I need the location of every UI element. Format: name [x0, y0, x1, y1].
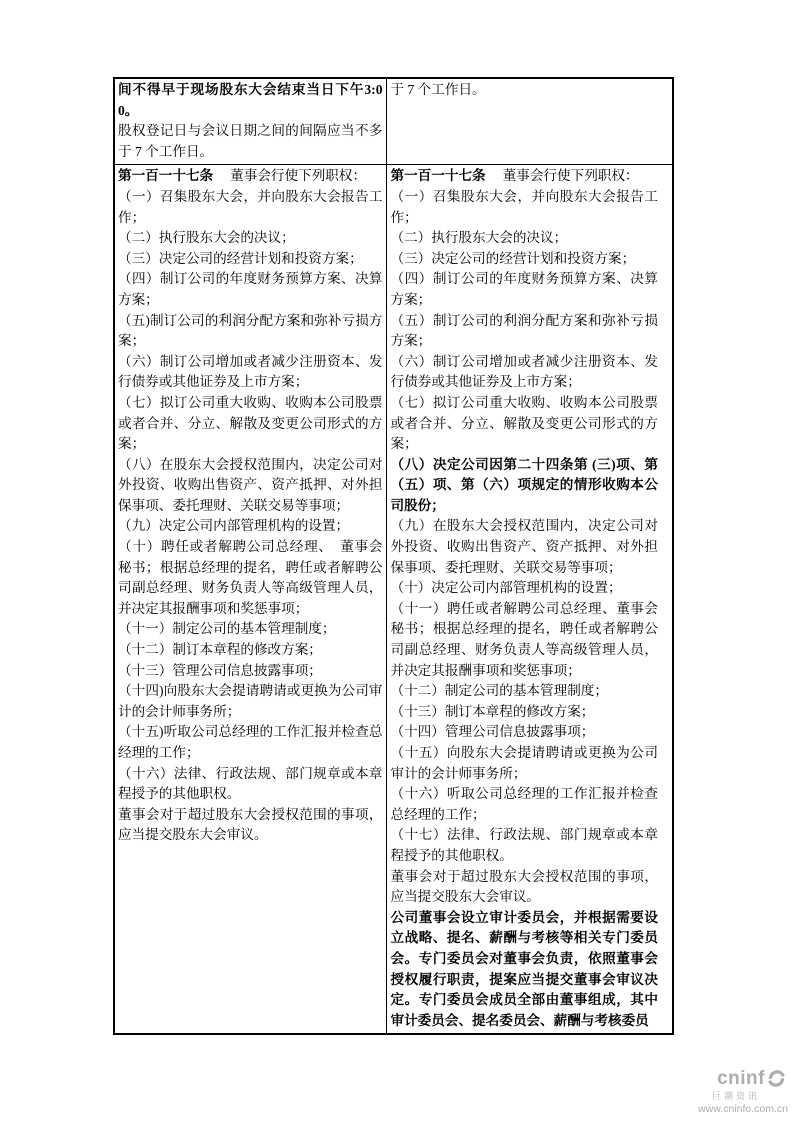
cninfo-url: www.cninfo.com.cn — [698, 1103, 788, 1116]
paragraph: 第一百一十七条 董事会行使下列职权： — [390, 168, 639, 184]
paragraph: （九）在股东大会授权范围内，决定公司对外投资、收购出售资产、资产抵押、对外担保事项、委托理财、关联交易等事项； — [390, 518, 658, 575]
old-text-cell — [114, 165, 386, 1034]
cninfo-brand — [698, 1068, 788, 1090]
paragraph: （十五)听取公司总经理的工作汇报并检查总经理的工作； — [118, 724, 383, 760]
paragraph: （十七）法律、行政法规、部门规章或本章程授予的其他职权。 — [390, 827, 658, 863]
comparison-table — [113, 77, 674, 1035]
paragraph: （二）执行股东大会的决议； — [118, 230, 295, 246]
paragraph: （三）决定公司的经营计划和投资方案； — [118, 250, 363, 266]
paragraph: （十二）制定公司的基本管理制度； — [390, 683, 608, 699]
paragraph: （六）制订公司增加或者减少注册资本、发行债券或其他证券及上市方案； — [390, 353, 658, 390]
cninfo-swirl-icon — [767, 1069, 786, 1088]
comparison-table-body — [114, 78, 673, 1034]
paragraph: （六）制订公司增加或者减少注册资本、发行债券或其他证券及上市方案； — [118, 353, 383, 390]
paragraph: 股权登记日与会议日期之间的间隔应当不多于 7 个工作日。 — [118, 123, 383, 159]
paragraph: （四）制订公司的年度财务预算方案、决算方案； — [118, 271, 383, 307]
paragraph: 于 7 个工作日。 — [390, 82, 486, 97]
new-text-cell — [386, 165, 673, 1034]
paragraph: （七）拟订公司重大收购、收购本公司股票或者合并、分立、解散及变更公司形式的方案； — [118, 394, 383, 452]
table-row — [114, 165, 673, 1034]
paragraph: （二）执行股东大会的决议； — [390, 230, 568, 246]
paragraph: （五）制订公司的利润分配方案和弥补亏损方案； — [390, 312, 658, 349]
cninfo-brand-text: cninf — [717, 1068, 765, 1089]
paragraph: （五)制订公司的利润分配方案和弥补亏损方案； — [118, 312, 383, 349]
paragraph: 董事会对于超过股东大会授权范围的事项，应当提交股东大会审议。 — [118, 806, 383, 843]
paragraph: （十二）制订本章程的修改方案； — [118, 642, 322, 658]
paragraph: （十一）聘任或者解聘公司总经理、董事会秘书；根据总经理的提名，聘任或者解聘公司副总经理、财务负责人等高级管理人员，并决定其报酬事项和奖惩事项； — [390, 600, 658, 678]
paragraph: 第一百一十七条 董事会行使下列职权： — [118, 168, 367, 184]
paragraph: （十）聘任或者解聘公司总经理、 董事会秘书；根据总经理的提名，聘任或者解聘公司副总经理、财务负责人等高级管理人员，并决定其报酬事项和奖惩事项； — [118, 539, 383, 616]
paragraph: （七）拟订公司重大收购、收购本公司股票或者合并、分立、解散及变更公司形式的方案； — [390, 394, 658, 452]
paragraph: 公司董事会设立审计委员会，并根据需要设立战略、提名、薪酬与考核等相关专门委员会。专门委员会对董事会负责，依照董事会授权履行职责，提案应当提交董事会审议决定。专门委员会成员全部由董事组成，其中审计委员会、提名委员会、薪酬与考核委员 — [390, 909, 658, 1028]
paragraph: （一）召集股东大会，并向股东大会报告工作； — [390, 188, 658, 225]
paragraph: （十四）管理公司信息披露事项； — [390, 724, 595, 740]
paragraph: 董事会对于超过股东大会授权范围的事项，应当提交股东大会审议。 — [390, 868, 658, 905]
paragraph: （十一）制定公司的基本管理制度； — [118, 621, 336, 637]
cninfo-chinese-name: 巨潮资讯 — [712, 1090, 761, 1101]
paragraph: （四）制订公司的年度财务预算方案、决算方案； — [390, 271, 658, 307]
paragraph: （十）决定公司内部管理机构的设置； — [390, 580, 622, 596]
paragraph: （十五）向股东大会提请聘请或更换为公司审计的会计师事务所； — [390, 745, 658, 781]
paragraph: （八）决定公司因第二十四条第 (三)项、第（五）项、第（六）项规定的情形收购本公司股份； — [390, 456, 658, 513]
paragraph: （九）决定公司内部管理机构的设置； — [118, 518, 350, 534]
paragraph: （十三）制订本章程的修改方案； — [390, 703, 595, 719]
paragraph: （十四)向股东大会提请聘请或更换为公司审计的会计师事务所； — [118, 683, 383, 719]
paragraph: （十六）法律、行政法规、部门规章或本章程授予的其他职权。 — [118, 765, 383, 802]
new-text-cell — [386, 78, 673, 165]
paragraph: （三）决定公司的经营计划和投资方案； — [390, 250, 636, 266]
watermark — [698, 1068, 788, 1115]
table-row — [114, 78, 673, 165]
paragraph: （八）在股东大会授权范围内，决定公司对外投资、收购出售资产、资产抵押、对外担保事项、委托理财、关联交易等事项； — [118, 456, 383, 513]
paragraph: （十三）管理公司信息披露事项； — [118, 662, 322, 678]
paragraph: （一）召集股东大会，并向股东大会报告工作； — [118, 188, 383, 225]
paragraph: （十六）听取公司总经理的工作汇报并检查总经理的工作； — [390, 786, 658, 822]
old-text-cell — [114, 78, 386, 165]
paragraph: 间不得早于现场股东大会结束当日下午3:00。 — [118, 82, 383, 118]
